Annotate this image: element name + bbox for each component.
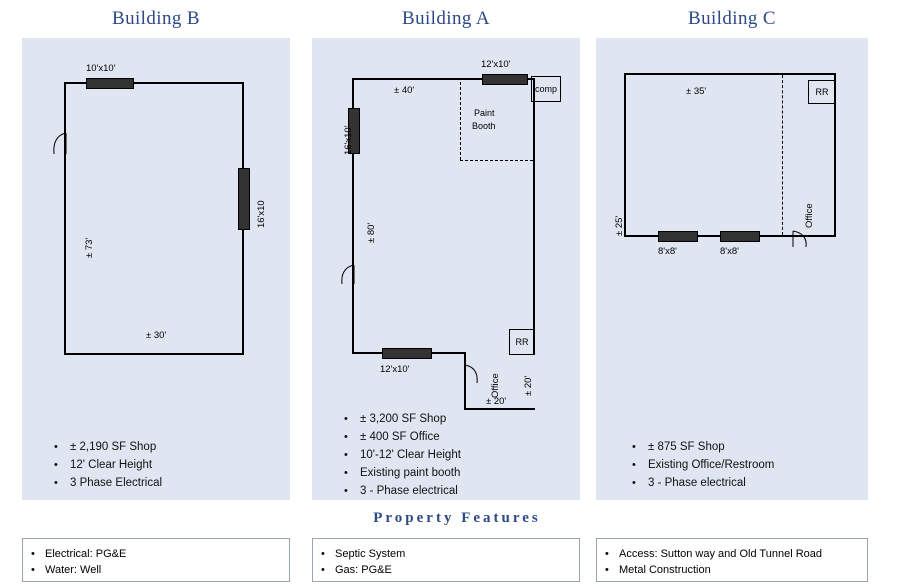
door-10x10 xyxy=(86,78,134,89)
bullet-icon: • xyxy=(321,548,325,560)
door-12x10-bottom xyxy=(382,348,432,359)
building-c-title: Building C xyxy=(688,8,776,29)
bullet-icon: • xyxy=(632,459,636,471)
dim-top-label: ± 40' xyxy=(394,85,415,96)
list-item xyxy=(344,466,579,480)
door-left-label: 8'x8' xyxy=(658,246,677,257)
list-item xyxy=(54,458,284,472)
building-b-bullets xyxy=(54,440,284,494)
bullet-icon: • xyxy=(54,441,58,453)
list-item-label: 12' Clear Height xyxy=(70,459,153,471)
comp-box xyxy=(531,76,561,102)
door-left-label: 16'x10' xyxy=(343,125,354,155)
man-door-icon xyxy=(340,264,356,288)
rr-label: RR xyxy=(515,337,529,347)
dim-left-label: ± 25' xyxy=(614,215,625,236)
list-item-label: ± 3,200 SF Shop xyxy=(360,413,447,425)
bullet-icon: • xyxy=(632,477,636,489)
office-door-icon xyxy=(464,364,480,386)
dim-office-bottom-label: ± 20' xyxy=(486,396,507,407)
rr-box xyxy=(509,329,535,355)
list-item xyxy=(344,448,579,462)
wall-left xyxy=(64,82,66,355)
list-item xyxy=(344,430,579,444)
man-door-icon xyxy=(792,230,810,250)
bullet-icon: • xyxy=(31,564,35,576)
list-item xyxy=(31,546,283,562)
bullet-icon: • xyxy=(344,449,348,461)
building-a-title: Building A xyxy=(402,8,490,29)
list-item xyxy=(632,458,872,472)
wall-left xyxy=(624,73,626,237)
list-item xyxy=(344,484,579,498)
door-top-label: 12'x10' xyxy=(481,59,511,70)
comp-label: comp xyxy=(534,84,557,94)
paint-booth-divider-bottom xyxy=(460,160,533,161)
paint-booth-label-2: Booth xyxy=(472,121,496,131)
bullet-icon: • xyxy=(344,413,348,425)
list-item-label: 3 Phase Electrical xyxy=(70,477,163,489)
list-item-label: Electrical: PG&E xyxy=(45,548,127,560)
list-item-label: ± 875 SF Shop xyxy=(648,441,725,453)
office-wall-bottom xyxy=(464,408,535,410)
paint-booth-label-1: Paint xyxy=(474,108,495,118)
list-item-label: 10'-12' Clear Height xyxy=(360,449,461,461)
door-right-label: 8'x8' xyxy=(720,246,739,257)
rr-label: RR xyxy=(815,87,829,97)
list-item xyxy=(632,476,872,490)
bullet-icon: • xyxy=(605,564,609,576)
list-item xyxy=(321,546,573,562)
list-item-label: Gas: PG&E xyxy=(335,564,392,576)
building-c-plan xyxy=(596,38,868,500)
list-item-label: 3 - Phase electrical xyxy=(360,485,458,497)
dim-office-right-label: ± 20' xyxy=(523,375,534,396)
bullet-icon: • xyxy=(344,467,348,479)
features-column-2 xyxy=(312,538,580,582)
office-label: Office xyxy=(490,373,501,398)
list-item xyxy=(605,562,861,578)
list-item-label: Water: Well xyxy=(45,564,102,576)
door-8x8-right xyxy=(720,231,760,242)
features-column-3 xyxy=(596,538,868,582)
wall-bottom xyxy=(64,353,244,355)
man-door-icon xyxy=(52,132,68,158)
office-divider xyxy=(782,75,783,235)
list-item xyxy=(54,476,284,490)
bullet-icon: • xyxy=(632,441,636,453)
dim-top-label: ± 35' xyxy=(686,86,707,97)
list-item-label: Existing paint booth xyxy=(360,467,461,479)
bullet-icon: • xyxy=(605,548,609,560)
bullet-icon: • xyxy=(344,485,348,497)
list-item xyxy=(605,546,861,562)
bullet-icon: • xyxy=(31,548,35,560)
office-label: Office xyxy=(804,203,815,228)
paint-booth-divider-left xyxy=(460,82,461,160)
building-b-title: Building B xyxy=(112,8,200,29)
list-item xyxy=(321,562,573,578)
door-right-label: 16'x10 xyxy=(256,200,267,228)
bullet-icon: • xyxy=(54,477,58,489)
list-item-label: Access: Sutton way and Old Tunnel Road xyxy=(619,548,823,560)
door-8x8-left xyxy=(658,231,698,242)
list-item-label: ± 400 SF Office xyxy=(360,431,440,443)
list-item xyxy=(31,562,283,578)
bullet-icon: • xyxy=(344,431,348,443)
door-top-label: 10'x10' xyxy=(86,63,116,74)
building-a-bullets xyxy=(344,412,579,502)
dim-left-label: ± 73' xyxy=(84,237,95,258)
door-bottom-label: 12'x10' xyxy=(380,364,410,375)
rr-box xyxy=(808,80,836,104)
list-item xyxy=(344,412,579,426)
features-column-1 xyxy=(22,538,290,582)
wall-top xyxy=(624,73,836,75)
door-12x10-top xyxy=(482,74,528,85)
dim-bottom-label: ± 30' xyxy=(146,330,167,341)
wall-right xyxy=(533,78,535,354)
list-item-label: Septic System xyxy=(335,548,406,560)
list-item xyxy=(632,440,872,454)
bullet-icon: • xyxy=(321,564,325,576)
list-item-label: Metal Construction xyxy=(619,564,711,576)
bullet-icon: • xyxy=(54,459,58,471)
dim-left-label: ± 80' xyxy=(366,222,377,243)
list-item-label: Existing Office/Restroom xyxy=(648,459,775,471)
door-16x10 xyxy=(238,168,250,230)
list-item xyxy=(54,440,284,454)
property-features-title: Property Features xyxy=(373,510,541,526)
building-c-bullets xyxy=(632,440,872,494)
building-b-plan xyxy=(22,38,290,500)
list-item-label: ± 2,190 SF Shop xyxy=(70,441,157,453)
list-item-label: 3 - Phase electrical xyxy=(648,477,746,489)
